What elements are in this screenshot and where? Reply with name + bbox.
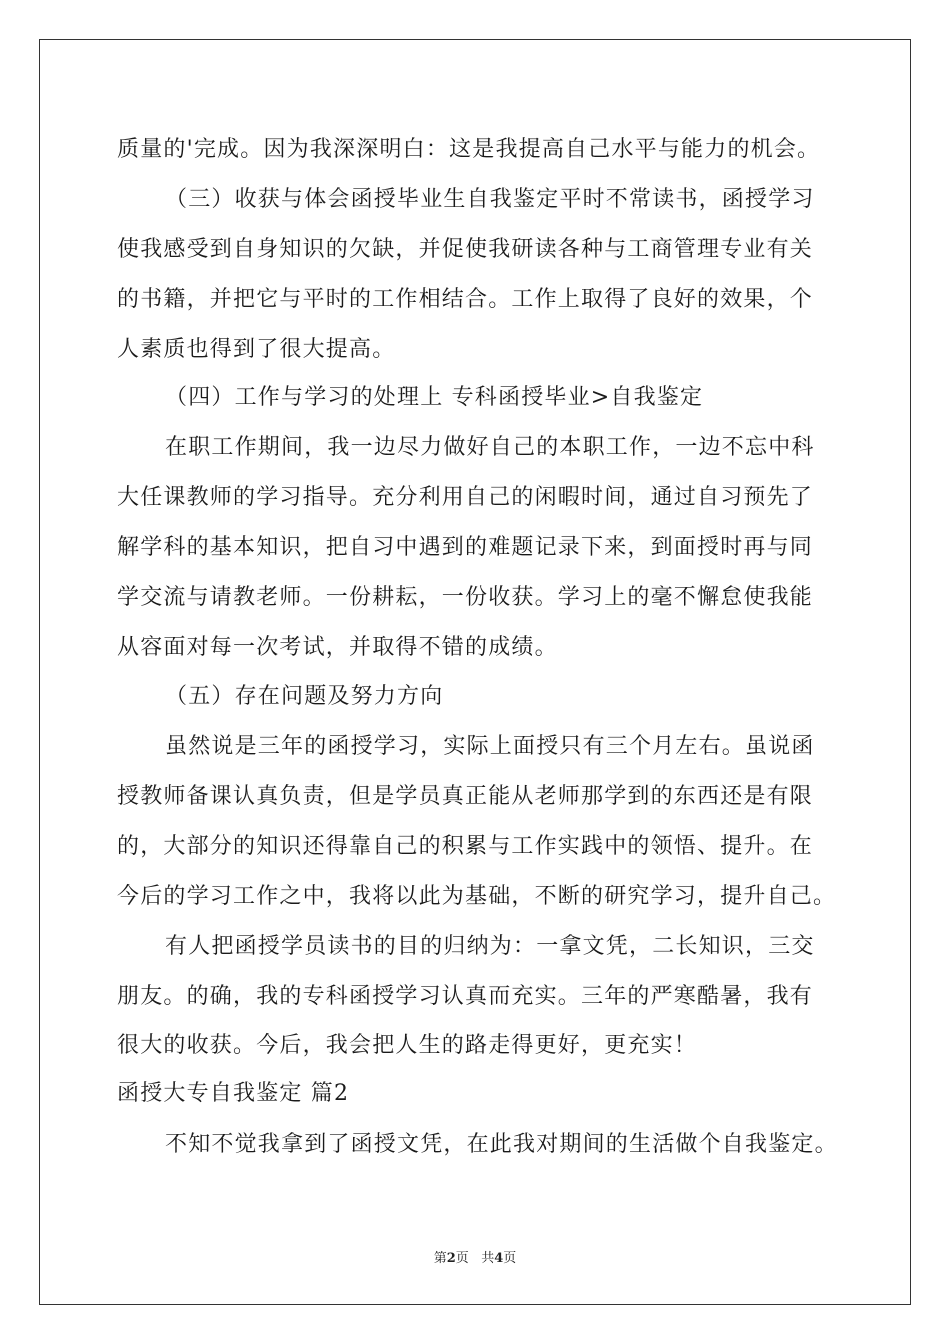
text-line: 大任课教师的学习指导。充分利用自己的闲暇时间，通过自习预先了 — [117, 485, 814, 510]
text-line: 的，大部分的知识还得靠自己的积累与工作实践中的领悟、提升。在 — [117, 834, 814, 859]
page-border — [39, 39, 911, 1305]
text-line: 的书籍，并把它与平时的工作相结合。工作上取得了良好的效果，个 — [117, 287, 814, 312]
text-line: 使我感受到自身知识的欠缺，并促使我研读各种与工商管理专业有关 — [117, 237, 814, 262]
paragraph-start: 虽然说是三年的函授学习，实际上面授只有三个月左右。虽说函 — [165, 734, 815, 759]
text-line: 人素质也得到了很大提高。 — [117, 337, 396, 362]
paragraph-start: 有人把函授学员读书的目的归纳为：一拿文凭，二长知识，三交 — [165, 934, 815, 959]
total-pages: 4 — [494, 1251, 504, 1266]
section-heading: （三）收获与体会函授毕业生自我鉴定平时不常读书，函授学习 — [165, 187, 815, 212]
text-line: 质量的'完成。因为我深深明白：这是我提高自己水平与能力的机会。 — [117, 137, 821, 162]
paragraph-start: 在职工作期间，我一边尽力做好自己的本职工作，一边不忘中科 — [165, 435, 815, 460]
text-line: 授教师备课认真负责，但是学员真正能从老师那学到的东西还是有限 — [117, 784, 814, 809]
section-heading: （五）存在问题及努力方向 — [165, 684, 444, 709]
article-title: 函授大专自我鉴定 篇2 — [117, 1081, 350, 1106]
section-heading: （四）工作与学习的处理上 专科函授毕业>自我鉴定 — [165, 385, 704, 410]
page-suffix: 页 — [455, 1251, 469, 1266]
text-line: 从容面对每一次考试，并取得不错的成绩。 — [117, 635, 558, 660]
total-suffix: 页 — [503, 1251, 517, 1266]
text-line: 学交流与请教老师。一份耕耘，一份收获。学习上的毫不懈怠使我能 — [117, 585, 814, 610]
page-prefix: 第 — [433, 1251, 447, 1266]
page-number: 2 — [446, 1251, 456, 1266]
text-line: 很大的收获。今后，我会把人生的路走得更好，更充实！ — [117, 1033, 698, 1058]
paragraph-start: 不知不觉我拿到了函授文凭，在此我对期间的生活做个自我鉴定。 — [165, 1132, 838, 1157]
text-line: 朋友。的确，我的专科函授学习认真而充实。三年的严寒酷暑，我有 — [117, 984, 814, 1009]
text-line: 今后的学习工作之中，我将以此为基础，不断的研究学习，提升自己。 — [117, 884, 837, 909]
text-line: 解学科的基本知识，把自习中遇到的难题记录下来，到面授时再与同 — [117, 535, 814, 560]
total-prefix: 共 — [481, 1251, 495, 1266]
page-footer — [0, 1247, 950, 1266]
